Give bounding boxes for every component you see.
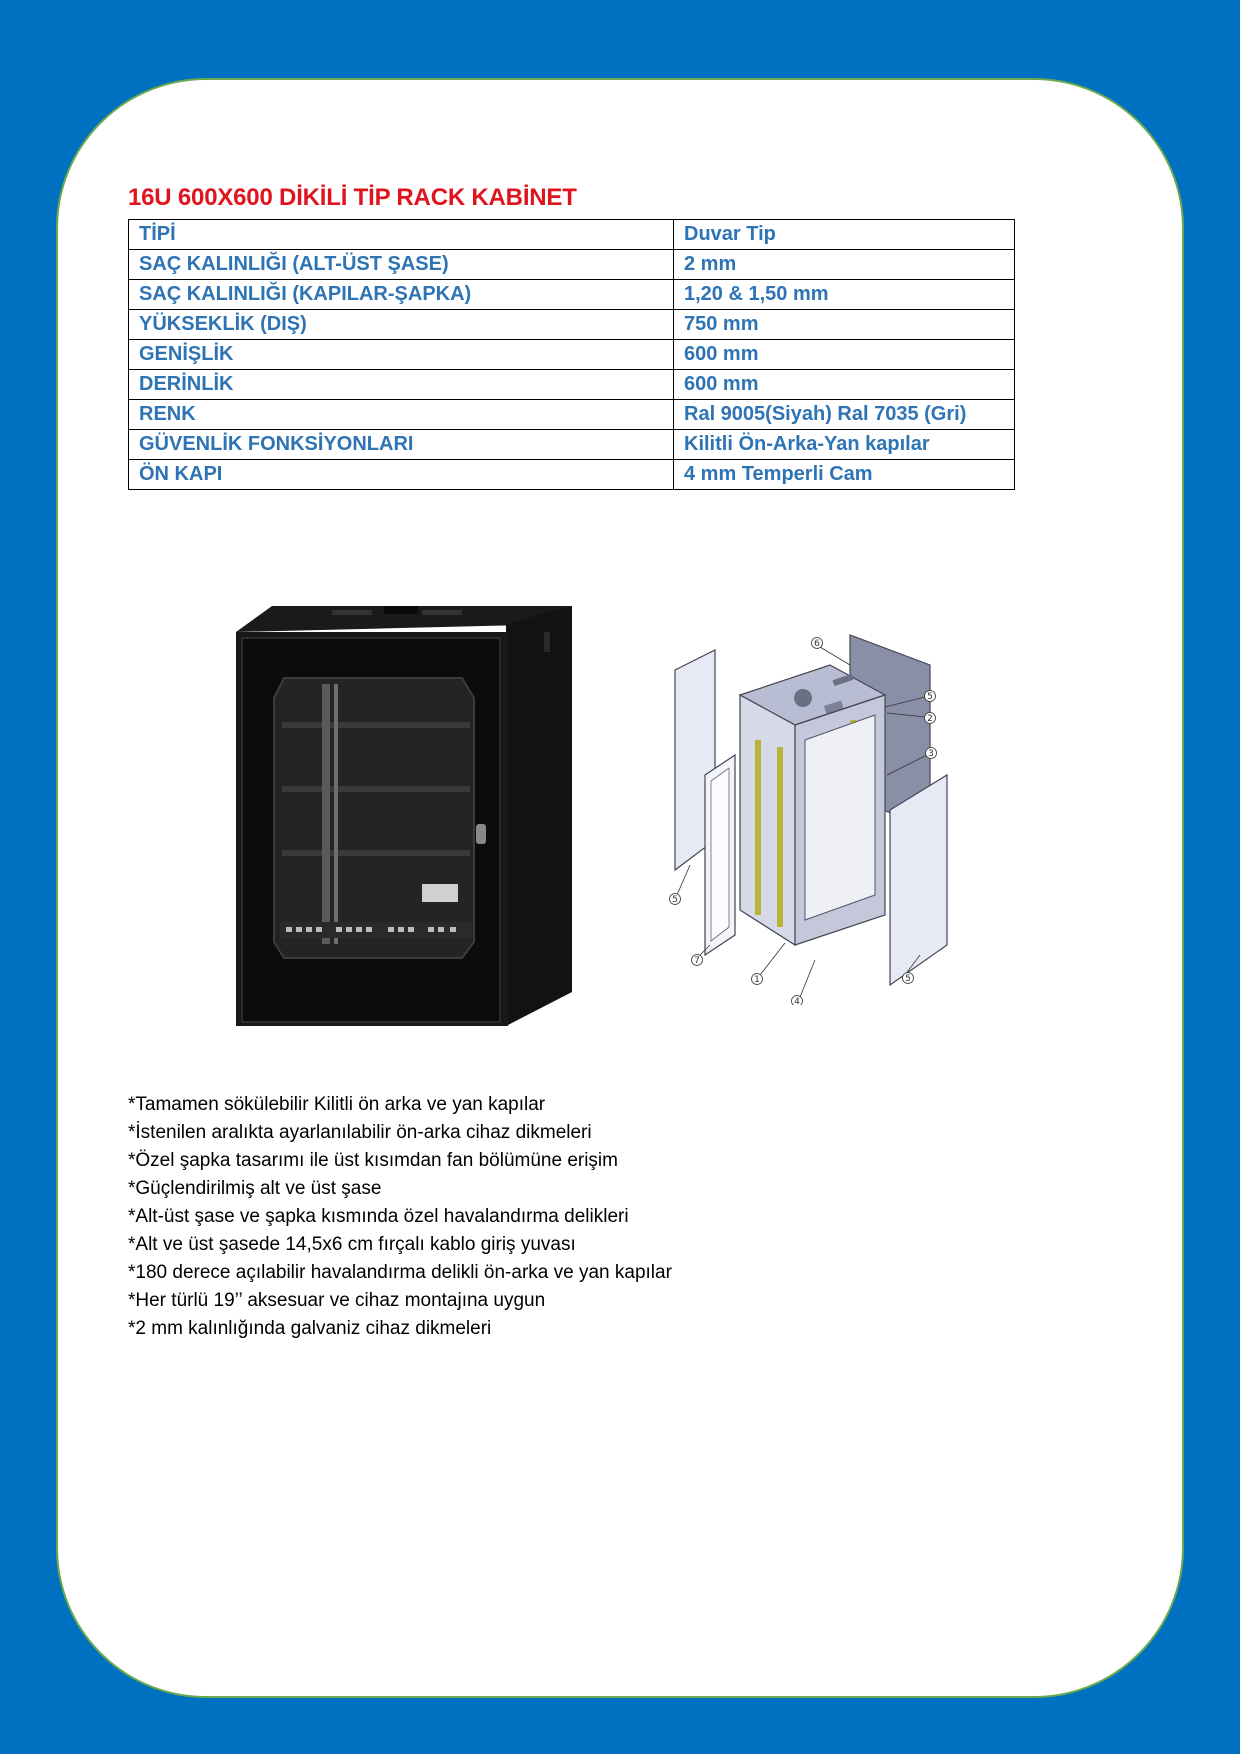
spec-label: ÖN KAPI [129,460,674,490]
spec-label: SAÇ KALINLIĞI (ALT-ÜST ŞASE) [129,250,674,280]
table-row [129,220,1015,250]
spec-label: RENK [129,400,674,430]
list-item: *Tamamen sökülebilir Kilitli ön arka ve yan kapılar [128,1094,546,1115]
spec-value: 600 mm [674,340,1015,370]
spec-table [128,219,1015,490]
spec-label: SAÇ KALINLIĞI (KAPILAR-ŞAPKA) [129,280,674,310]
exploded-diagram [665,625,985,1005]
list-item: *2 mm kalınlığında galvaniz cihaz dikmeleri [128,1318,492,1339]
callout-label: 1 [754,975,760,985]
callout-label: 5 [672,895,678,905]
table-row [129,250,1015,280]
table-row [129,340,1015,370]
list-item: *İstenilen aralıkta ayarlanılabilir ön-arka cihaz dikmeleri [128,1122,592,1143]
spec-label: GÜVENLİK FONKSİYONLARI [129,430,674,460]
spec-label: DERİNLİK [129,370,674,400]
spec-value: Ral 9005(Siyah) Ral 7035 (Gri) [674,400,1015,430]
spec-value: 600 mm [674,370,1015,400]
callout-label: 5 [905,974,911,984]
callout-label: 4 [794,997,800,1005]
feature-list [128,1091,672,1343]
callout-label: 6 [814,639,820,649]
table-row [129,370,1015,400]
list-item: *Her türlü 19’’ aksesuar ve cihaz montajına uygun [128,1290,546,1311]
spec-value: Duvar Tip [674,220,1015,250]
list-item: *180 derece açılabilir havalandırma delikli ön-arka ve yan kapılar [128,1262,672,1283]
callout-label: 5 [927,692,933,702]
callout-label: 2 [927,714,933,724]
table-row [129,280,1015,310]
table-row [129,310,1015,340]
spec-value: 2 mm [674,250,1015,280]
spec-value: 4 mm Temperli Cam [674,460,1015,490]
spec-label: GENİŞLİK [129,340,674,370]
callout-label: 3 [928,749,934,759]
callout-label: 7 [694,956,700,966]
table-row [129,400,1015,430]
list-item: *Alt-üst şase ve şapka kısmında özel havalandırma delikleri [128,1206,629,1227]
list-item: *Alt ve üst şasede 14,5x6 cm fırçalı kablo giriş yuvası [128,1234,576,1255]
spec-value: 750 mm [674,310,1015,340]
spec-label: YÜKSEKLİK (DIŞ) [129,310,674,340]
cabinet-photo [222,602,586,1036]
table-row [129,460,1015,490]
list-item: *Özel şapka tasarımı ile üst kısımdan fan bölümüne erişim [128,1150,618,1171]
list-item: *Güçlendirilmiş alt ve üst şase [128,1178,382,1199]
table-row [129,430,1015,460]
spec-value: 1,20 & 1,50 mm [674,280,1015,310]
spec-value: Kilitli Ön-Arka-Yan kapılar [674,430,1015,460]
product-title: 16U 600X600 DİKİLİ TİP RACK KABİNET [128,184,577,211]
spec-label: TİPİ [129,220,674,250]
